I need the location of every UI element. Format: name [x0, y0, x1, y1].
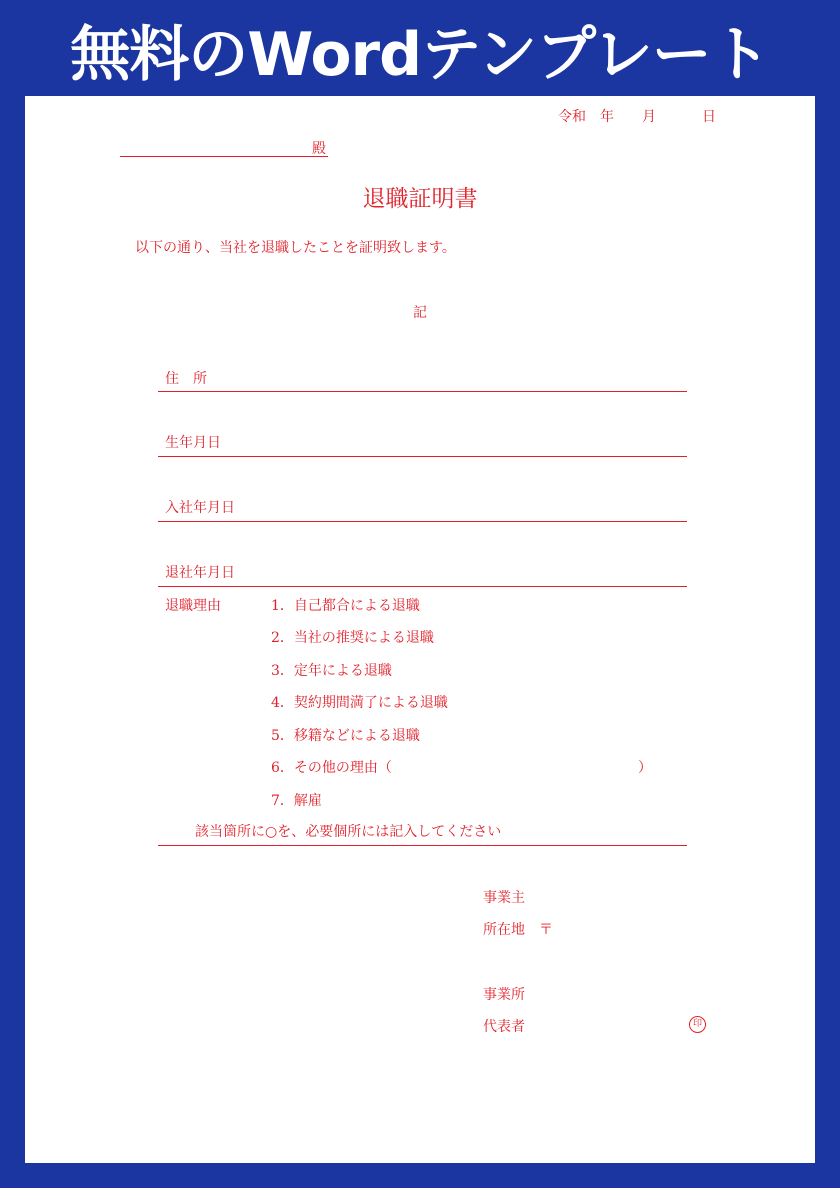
employer-address-label: 所在地 〒 — [483, 922, 553, 938]
birthdate-label: 生年月日 — [165, 435, 221, 451]
seal-mark: 印 — [689, 1016, 706, 1033]
reason-item: 2．当社の推奨による退職 — [271, 630, 434, 646]
reason-other-close: ） — [638, 760, 652, 776]
birthdate-line — [158, 456, 687, 457]
reason-label: 退職理由 — [165, 598, 221, 614]
reason-item: 1．自己都合による退職 — [271, 598, 420, 614]
reasons-bottom-line — [158, 845, 687, 846]
addressee-suffix: 殿 — [312, 141, 326, 157]
ki-heading: 記 — [413, 305, 427, 321]
date-line — [558, 106, 716, 126]
address-line — [158, 391, 687, 392]
date-day: 日 — [702, 109, 716, 125]
employer-office-label: 事業所 — [483, 987, 525, 1003]
join-date-line — [158, 521, 687, 522]
date-year: 年 — [600, 109, 614, 125]
reason-item-other — [271, 757, 652, 777]
instruction-note: 該当箇所に○を、必要個所には記入してください — [195, 824, 502, 840]
lead-text: 以下の通り、当社を退職したことを証明致します。 — [135, 240, 456, 256]
document-title: 退職証明書 — [362, 186, 478, 212]
reason-other-text: 6．その他の理由（ — [271, 760, 392, 776]
leave-date-line — [158, 586, 687, 587]
join-date-label: 入社年月日 — [165, 500, 235, 516]
date-era: 令和 — [558, 109, 586, 125]
banner-title: 無料のWordテンプレート — [70, 20, 770, 90]
address-label: 住 所 — [165, 371, 207, 387]
reason-item: 7．解雇 — [271, 793, 322, 809]
document-page — [25, 96, 815, 1163]
reason-item: 3．定年による退職 — [271, 663, 392, 679]
employer-owner-label: 事業主 — [483, 890, 525, 906]
reason-item: 5．移籍などによる退職 — [271, 728, 420, 744]
addressee-line — [120, 156, 328, 157]
leave-date-label: 退社年月日 — [165, 565, 235, 581]
employer-rep-label: 代表者 — [483, 1019, 525, 1035]
date-month: 月 — [642, 109, 656, 125]
reason-item: 4．契約期間満了による退職 — [271, 695, 448, 711]
